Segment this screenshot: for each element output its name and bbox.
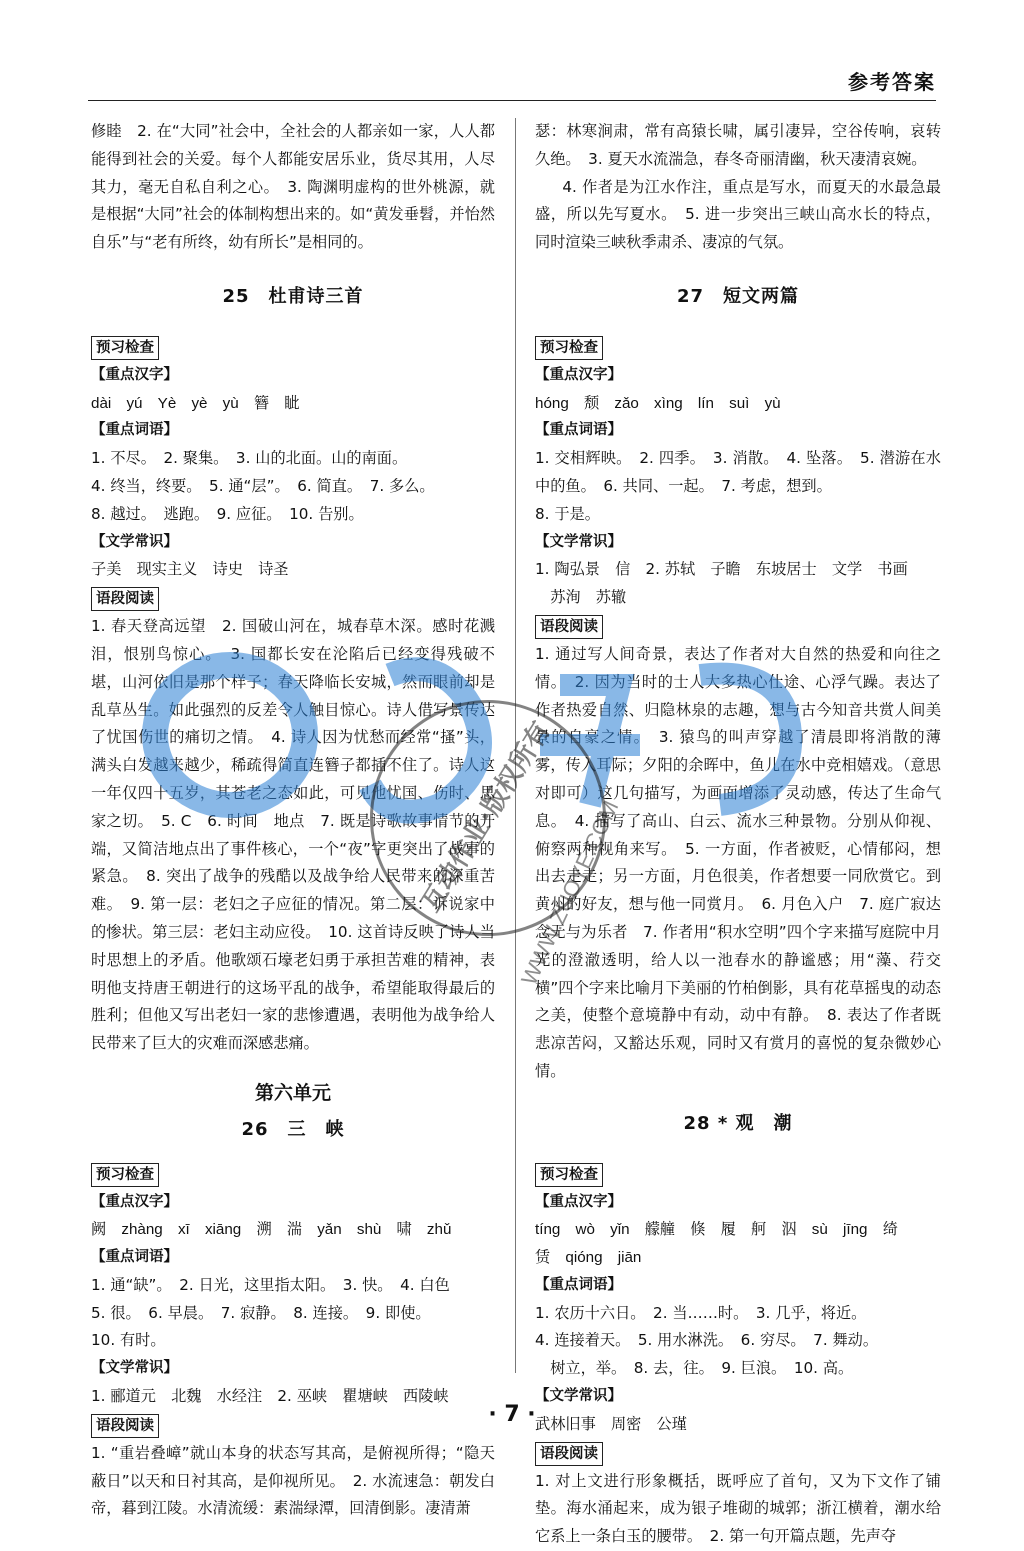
reading-answers: 1. 通过写人间奇景，表达了作者对大自然的热爱和向往之情。 2. 因为当时的士人大多热心仕途、心浮气躁。表达了作者热爱自然、归隐林泉的志趣，想与古今知音共赏人间美景的自豪之情。 3. 猿鸟的叫声穿越了清晨即将消散的薄雾，传入耳际；夕阳的余晖中，鱼儿在水中竞相嬉戏。（意思对即可）这几句描写，为画面增添了灵动感，传达了生命气息。 4. 描写了高山、白云、流水三种景物。分别从仰视、俯察两种视角来写。 5. 一方面，作者被贬，心情郁闷，想出去走走；另一方面，月色很美，作者想要一同欣赏它。到黄州的好友，想与他一同赏月。 6. 月色入户 7. 庭广寂达 念无与为乐者 7. 作者用“积水空明”四个字来描写庭院中月光的澄澈透明，给人以一池春水的静谧感；用“藻、荇交横”四个字来比喻月下美丽的竹柏倒影，具有花草摇曳的动态之美，使整个意境静中有动，动中有静。 8. 表达了作者既悲凉苦闷，又豁达乐观，同时又有赏月的喜悦的复杂微妙心情。 [535, 644, 957, 1080]
section-title-25: 25 杜甫诗三首 [222, 285, 364, 307]
literature-label: 【文学常识】 [91, 533, 178, 550]
key-words-label: 【重点词语】 [535, 422, 622, 439]
literature-text: 1. 郦道元 北魏 水经注 2. 巫峡 瞿塘峡 西陵峡 [91, 1387, 449, 1406]
reading-label: 语段阅读 [535, 615, 603, 639]
page-header-title: 参考答案 [848, 70, 936, 94]
literature-text: 子美 现实主义 诗史 诗圣 [91, 560, 289, 579]
key-chars: hóng 颓 zǎo xìng lín suì yù [535, 394, 781, 412]
key-words-label: 【重点词语】 [535, 1276, 622, 1293]
key-chars: dài yú Yè yè yù 簪 眦 [91, 394, 300, 412]
key-words-line: 8. 越过。 逃跑。 9. 应征。 10. 告别。 [91, 504, 364, 523]
header-rule [88, 100, 936, 101]
reading-answers: 1. 对上文进行形象概括，既呼应了首句，又为下文作了铺垫。海水涌起来，成为银子堆砌的城郭；浙江横着，潮水给它系上一条白玉的腰带。 2. 第一句开篇点题，先声夺 [535, 1471, 941, 1546]
key-words-line: 1. 不尽。 2. 聚集。 3. 山的北面。山的南面。 [91, 449, 408, 468]
key-words-label: 【重点词语】 [91, 422, 178, 439]
preview-check-label: 预习检查 [535, 1163, 603, 1187]
page-number: · 7 · [488, 1402, 536, 1427]
literature-label: 【文学常识】 [91, 1360, 178, 1377]
section-title-26: 26 三 峡 [241, 1118, 345, 1140]
key-chars-label: 【重点汉字】 [91, 1193, 178, 1210]
literature-label: 【文学常识】 [535, 533, 622, 550]
section-title-27: 27 短文两篇 [676, 285, 800, 307]
key-chars: tíng wò yǐn 艨艟 倏 履 舸 泅 sù jīng 绮 [535, 1221, 898, 1239]
reading-label: 语段阅读 [91, 587, 159, 611]
key-chars-label: 【重点汉字】 [535, 1193, 622, 1210]
unit-title: 第六单元 [254, 1081, 331, 1104]
literature-text: 苏洵 苏辙 [550, 588, 627, 607]
continued-paragraph: 4. 作者是为江水作注，重点是写水，而夏天的水最急最盛，所以先写夏水。 5. 进一步突出三峡山高水长的特点，同时渲染三峡秋季肃杀、凄凉的气氛。 [535, 177, 941, 252]
key-chars-label: 【重点汉字】 [535, 366, 622, 383]
key-words-line: 4. 终当，终要。 5. 通“层”。 6. 简直。 7. 多么。 [91, 476, 435, 495]
key-words-line: 4. 连接着天。 5. 用水淋洗。 6. 穷尽。 7. 舞动。 [535, 1331, 879, 1350]
reading-label: 语段阅读 [535, 1442, 603, 1466]
section-title-28: 28 * 观 潮 [683, 1112, 793, 1134]
preview-check-label: 预习检查 [535, 336, 603, 360]
key-words-line: 树立，举。 8. 去，往。 9. 巨浪。 10. 高。 [550, 1359, 854, 1378]
key-words-line: 8. 于是。 [535, 504, 600, 523]
watermark-stamp-text: 互动作业·版权所有 [415, 716, 557, 918]
key-words-line: 10. 有时。 [91, 1331, 166, 1350]
preview-check-label: 预习检查 [91, 1163, 159, 1187]
literature-text: 武林旧事 周密 公瑾 [535, 1414, 687, 1433]
key-words-label: 【重点词语】 [91, 1249, 178, 1266]
key-words-line: 5. 很。 6. 早晨。 7. 寂静。 8. 连接。 9. 即使。 [91, 1303, 431, 1322]
key-chars: 阙 zhàng xī xiāng 溯 湍 yǎn shù 啸 zhǔ [91, 1221, 452, 1239]
reading-label: 语段阅读 [91, 1414, 159, 1438]
literature-label: 【文学常识】 [535, 1388, 622, 1405]
key-words-line: 1. 通“缺”。 2. 日光，这里指太阳。 3. 快。 4. 白色 [91, 1275, 450, 1294]
continued-paragraph: 瑟：林寒涧肃，常有高猿长啸，属引凄异，空谷传响，哀转久绝。 3. 夏天水流湍急，春冬奇丽清幽，秋天凄清哀婉。 [535, 122, 941, 168]
reading-answers: 1. “重岩叠嶂”就山本身的状态写其高，是俯视所得；“隐天蔽日”以天和日衬其高，是仰视所见。 2. 水流速急：朝发白帝，暮到江陵。水清流缓：素湍绿潭，回清倒影。凄清萧 [91, 1443, 495, 1518]
key-chars-label: 【重点汉字】 [91, 366, 178, 383]
reading-answers: 1. 春天登高远望 2. 国破山河在，城春草木深。感时花溅泪，恨别鸟惊心。 3. 国都长安在沦陷后已经变得残破不堪，山河依旧是那个样子；春天降临长安城，然而眼前却是乱草丛生。如此强烈的反差令人触目惊心。诗人借写景传达了忧国伤世的痛切之情。 4. 诗人因为忧愁而经常“搔”头，满头白发越来越少，稀疏得简直连簪子都插不住了。诗人这一年仅四十五岁，其苍老之态如此，可见他忧国、伤时、思家之切。 5. C 6. 时间 地点 7. 既是诗歌故事情节的开端，又简洁地点出了事件核心，一个“夜”字更突出了战事的紧急。 8. 突出了战争的残酷以及战争给人民带来的深重苦难。 9. 第一层：老妇之子应征的情况。第二层：诉说家中的惨状。第三层：老妇主动应役。 10. 这首诗反映了诗人当时思想上的矛盾。他歌颂石壕老妇勇于承担苦难的精神，表明他支持唐王朝进行的这场平乱的战争，希望能取得最后的胜利；但他又写出老妇一家的悲惨遭遇，表明他为战争给人民带来了巨大的灾难而深感悲痛。 [91, 617, 495, 1053]
key-chars: 赁 qióng jiān [535, 1249, 642, 1267]
key-words-line: 1. 交相辉映。 2. 四季。 3. 消散。 4. 坠落。 5. 潜游在水中的鱼。 6. 共同、一起。 7. 考虑，想到。 [535, 449, 941, 495]
preview-check-label: 预习检查 [91, 336, 159, 360]
intro-paragraph: 修睦 2. 在“大同”社会中，全社会的人都亲如一家，人人都能得到社会的关爱。每个人都能安居乐业，货尽其用，人尽其力，毫无自私自利之心。 3. 陶渊明虚构的世外桃源，就是根据“大同”社会的体制构想出来的。如“黄发垂髫，并怡然自乐”与“老有所终，幼有所长”是相同的。 [91, 122, 495, 252]
literature-text: 1. 陶弘景 信 2. 苏轼 子瞻 东坡居士 文学 书画 [535, 560, 908, 579]
key-words-line: 1. 农历十六日。 2. 当……时。 3. 几乎，将近。 [535, 1303, 867, 1322]
watermark-url: WWW.ZUOYE.COM [516, 796, 624, 989]
